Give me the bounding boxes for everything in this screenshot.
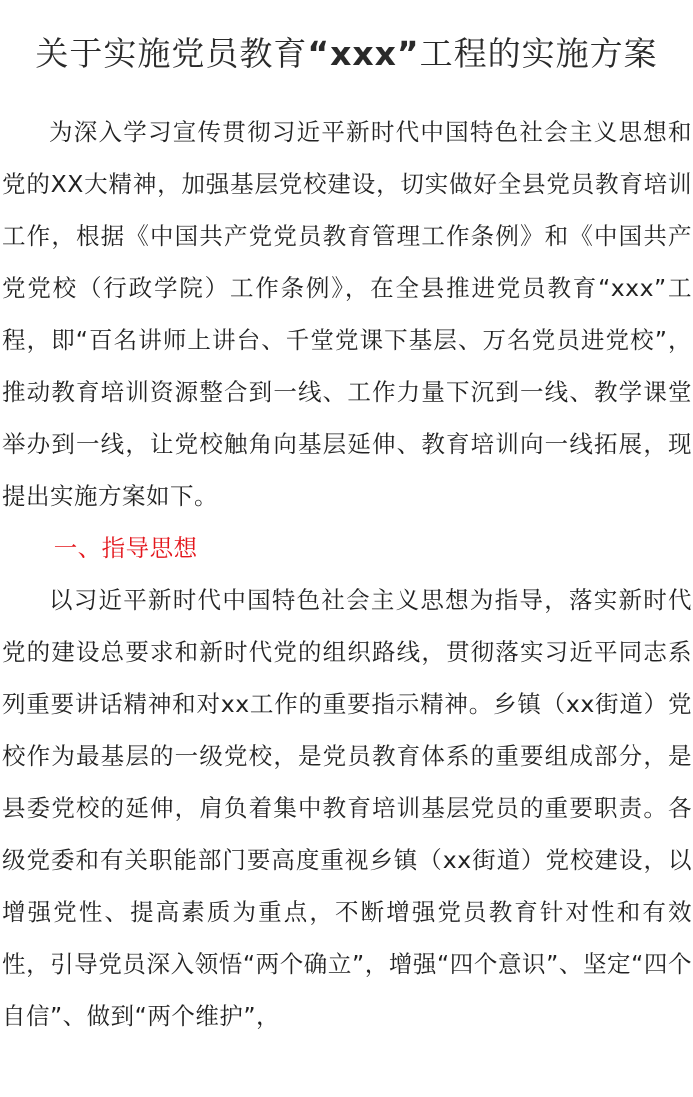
document-title-quoted: “xxx” <box>307 34 420 73</box>
document-title <box>0 28 693 80</box>
document-body <box>2 106 692 1042</box>
document-title-suffix: 工程的实施方案 <box>419 34 658 73</box>
section-heading-guiding-ideology: 一、指导思想 <box>53 534 198 562</box>
section-paragraph: 以习近平新时代中国特色社会主义思想为指导，落实新时代党的建设总要求和新时代党的组织路线，贯彻落实习近平同志系列重要讲话精神和对xx工作的重要指示精神。乡镇（xx街道）党校作为最基层的一级党校，是党员教育体系的重要组成部分，是县委党校的延伸，肩负着集中教育培训基层党员的重要职责。各级党委和有关职能部门要高度重视乡镇（xx街道）党校建设，以增强党性、提高素质为重点，不断增强党员教育针对性和有效性，引导党员深入领悟“两个确立”，增强“四个意识”、坚定“四个自信”、做到“两个维护”， <box>2 586 692 1030</box>
intro-paragraph: 为深入学习宣传贯彻习近平新时代中国特色社会主义思想和党的XX大精神，加强基层党校建设，切实做好全县党员教育培训工作，根据《中国共产党党员教育管理工作条例》和《中国共产党党校（行政学院）工作条例》，在全县推进党员教育“xxx”工程，即“百名讲师上讲台、千堂党课下基层、万名党员进党校”，推动教育培训资源整合到一线、工作力量下沉到一线、教学课堂举办到一线，让党校触角向基层延伸、教育培训向一线拓展，现提出实施方案如下。 <box>2 118 692 510</box>
document-title-prefix: 关于实施党员教育 <box>35 34 308 73</box>
